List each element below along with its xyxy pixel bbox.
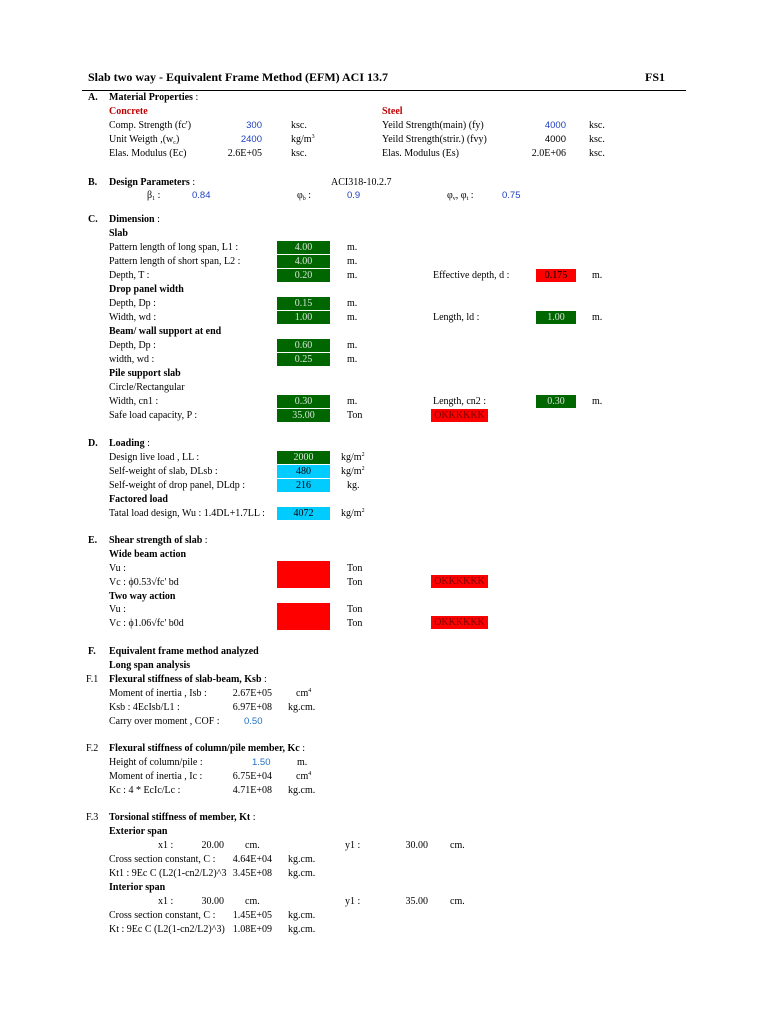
isb-label: Moment of inertia , Isb : [109, 688, 207, 699]
fy-unit: ksc. [589, 120, 605, 131]
int-x1-unit: cm. [245, 896, 260, 907]
ext-x1-unit: cm. [245, 840, 260, 851]
beam-wd-input[interactable]: 0.25 [277, 353, 330, 366]
vu1-unit: Ton [347, 563, 363, 574]
phi-vt-value: 0.75 [502, 190, 521, 201]
isb-unit: $cm^4$ [296, 688, 312, 699]
section-a-letter: A. [88, 92, 98, 103]
fvy-label: Yeild Strength(strir.) (fvy) [382, 134, 487, 145]
int-kt-label: Kt : 9Ec C (L2(1-cn2/L2)^3) [109, 924, 225, 935]
cof-value[interactable]: 0.50 [244, 716, 263, 727]
exterior-span-heading: Exterior span [109, 826, 168, 837]
wide-beam-heading: Wide beam action [109, 549, 187, 560]
vu1-label: Vu : [109, 563, 126, 574]
wc-unit: $kg/m^3$ [291, 134, 315, 145]
ksb-unit: kg.cm. [288, 702, 316, 713]
vu2-label: Vu : [109, 604, 126, 615]
int-y1-label: y1 : [345, 896, 361, 907]
int-x1-label: x1 : [158, 896, 174, 907]
fy-label: Yeild Strength(main) (fy) [382, 120, 484, 131]
ec-value: 2.6E+05 [227, 148, 262, 159]
wd-input[interactable]: 1.00 [277, 311, 330, 324]
int-c-label: Cross section constant, C : [109, 910, 216, 921]
wd-unit: m. [347, 312, 358, 323]
es-unit: ksc. [589, 148, 605, 159]
vc1-unit: Ton [347, 577, 363, 588]
cn2-input[interactable]: 0.30 [536, 395, 576, 408]
ld-unit: m. [592, 312, 603, 323]
l2-input[interactable]: 4.00 [277, 255, 330, 268]
section-b-letter: B. [88, 177, 98, 188]
ll-label: Design live load , LL : [109, 452, 200, 463]
drop-panel-heading: Drop panel width [109, 284, 184, 295]
cof-label: Carry over moment , COF : [109, 716, 220, 727]
dlsb-value: 480 [277, 465, 330, 478]
d-unit: m. [592, 270, 603, 281]
ext-kt-unit: kg.cm. [288, 868, 316, 879]
code-reference: ACI318-10.2.7 [331, 177, 392, 188]
beta-value: 0.84 [192, 190, 211, 201]
t-input[interactable]: 0.20 [277, 269, 330, 282]
ll-unit: $kg/m^2$ [341, 452, 365, 463]
section-c-title: Dimension : [109, 214, 160, 225]
int-kt-unit: kg.cm. [288, 924, 316, 935]
vc2-unit: Ton [347, 618, 363, 629]
cn2-label: Length, cn2 : [433, 396, 487, 407]
cn2-unit: m. [592, 396, 603, 407]
l2-unit: m. [347, 256, 358, 267]
section-f-letter: F. [88, 646, 96, 657]
phi-vt-label: $\varphi_v$, $\varphi_t$ : [447, 190, 474, 202]
pile-heading: Pile support slab [109, 368, 181, 379]
vc2-label: Vc : ϕ1.06√fc' b0d [109, 618, 184, 629]
fvy-value[interactable]: 4000 [544, 134, 566, 145]
section-f-title: Equivalent frame method analyzed [109, 646, 259, 657]
cn1-input[interactable]: 0.30 [277, 395, 330, 408]
beam-heading: Beam/ wall support at end [109, 326, 222, 337]
ksb-value: 6.97E+08 [232, 702, 272, 713]
sheet-code: FS1 [645, 70, 666, 84]
beam-wd-unit: m. [347, 354, 358, 365]
t-unit: m. [347, 270, 358, 281]
kc-label: Kc : 4 * EcIc/Lc : [109, 785, 181, 796]
ext-c-unit: kg.cm. [288, 854, 316, 865]
int-c-unit: kg.cm. [288, 910, 316, 921]
beta-label: $\beta_1$ : [147, 190, 161, 202]
height-value[interactable]: 1.50 [252, 757, 271, 768]
wu-label: Tatal load design, Wu : 1.4DL+1.7LL : [109, 508, 265, 519]
ld-input[interactable]: 1.00 [536, 311, 576, 324]
l1-input[interactable]: 4.00 [277, 241, 330, 254]
fc-unit: ksc. [291, 120, 307, 131]
long-span-heading: Long span analysis [109, 660, 191, 671]
f1-title: Flexural stiffness of slab-beam, Ksb : [109, 674, 267, 685]
ll-input[interactable]: 2000 [277, 451, 330, 464]
ext-y1-value: 30.00 [405, 840, 428, 851]
dp-label: Depth, Dp : [109, 298, 156, 309]
int-y1-value: 35.00 [405, 896, 428, 907]
height-unit: m. [297, 757, 308, 768]
dlsb-unit: $kg/m^2$ [341, 466, 365, 477]
interior-span-heading: Interior span [109, 882, 166, 893]
wc-label: Unit Weigth $,(w_c)$ [109, 134, 180, 146]
page-title: Slab two way - Equivalent Frame Method (EFM) ACI 13.7 [88, 70, 388, 84]
ec-unit: ksc. [291, 148, 307, 159]
factored-load-heading: Factored load [109, 494, 168, 505]
ec-label: Elas. Modulus (Ec) [109, 148, 187, 159]
section-d-letter: D. [88, 438, 98, 449]
ext-c-label: Cross section constant, C : [109, 854, 216, 865]
kc-value: 4.71E+08 [232, 785, 272, 796]
ksb-label: Ksb : 4EcIsb/L1 : [109, 702, 180, 713]
kc-unit: kg.cm. [288, 785, 316, 796]
ld-label: Length, ld : [433, 312, 480, 323]
ext-kt-label: Kt1 : 9Ec C (L2(1-cn2/L2)^3 [109, 868, 227, 879]
section-e-letter: E. [88, 535, 98, 546]
slab-heading: Slab [109, 228, 128, 239]
beam-dp-input[interactable]: 0.60 [277, 339, 330, 352]
d-label: Effective depth, d : [433, 270, 510, 281]
ext-c-value: 4.64E+04 [232, 854, 272, 865]
dp-unit: m. [347, 298, 358, 309]
ext-kt-value: 3.45E+08 [232, 868, 272, 879]
wd-label: Width, wd : [109, 312, 157, 323]
vu2-unit: Ton [347, 604, 363, 615]
ic-unit: $cm^4$ [296, 771, 312, 782]
wu-value: 4072 [277, 507, 330, 520]
ext-x1-label: x1 : [158, 840, 174, 851]
section-b-title: Design Parameters : [109, 177, 196, 188]
beam-dp-label: Depth, Dp : [109, 340, 156, 351]
phi-b-value: 0.9 [347, 190, 361, 201]
d-value: 0.175 [536, 269, 576, 282]
fc-value[interactable]: 300 [246, 120, 262, 131]
dldp-value: 216 [277, 479, 330, 492]
ext-y1-unit: cm. [450, 840, 465, 851]
es-label: Elas. Modulus (Es) [382, 148, 459, 159]
f2-number: F.2 [86, 743, 99, 754]
pile-shape: Circle/Rectangular [109, 382, 185, 393]
section-d-title: Loading : [109, 438, 150, 449]
isb-value: 2.67E+05 [232, 688, 272, 699]
p-input[interactable]: 35.00 [277, 409, 330, 422]
ext-x1-value: 20.00 [201, 840, 224, 851]
int-kt-value: 1.08E+09 [232, 924, 272, 935]
vc1-label: Vc : ϕ0.53√fc' bd [109, 577, 179, 588]
l1-unit: m. [347, 242, 358, 253]
dp-input[interactable]: 0.15 [277, 297, 330, 310]
height-label: Height of column/pile : [109, 757, 203, 768]
dlsb-label: Self-weight of slab, DLsb : [109, 466, 218, 477]
two-way-result-box [277, 603, 330, 630]
t-label: Depth, T : [109, 270, 150, 281]
p-unit: Ton [347, 410, 363, 421]
ext-y1-label: y1 : [345, 840, 361, 851]
int-y1-unit: cm. [450, 896, 465, 907]
section-e-title: Shear strength of slab : [109, 535, 208, 546]
two-way-heading: Two way action [109, 591, 176, 602]
wide-beam-result-box [277, 561, 330, 588]
dldp-label: Self-weight of drop panel, DLdp : [109, 480, 246, 491]
fc-label: Comp. Strength (fc') [109, 120, 192, 131]
beam-dp-unit: m. [347, 340, 358, 351]
ic-value: 6.75E+04 [232, 771, 272, 782]
int-x1-value: 30.00 [201, 896, 224, 907]
p-check-badge: OKKKKKK [431, 409, 488, 422]
es-value: 2.0E+06 [531, 148, 566, 159]
steel-heading: Steel [382, 106, 403, 117]
f3-title: Torsional stiffness of member, Kt : [109, 812, 256, 823]
section-c-letter: C. [88, 214, 98, 225]
fy-value[interactable]: 4000 [544, 120, 566, 131]
wu-unit: $kg/m^2$ [341, 508, 365, 519]
vc2-check-badge: OKKKKKK [431, 616, 488, 629]
fvy-unit: ksc. [589, 134, 605, 145]
vc1-check-badge: OKKKKKK [431, 575, 488, 588]
concrete-heading: Concrete [109, 106, 148, 117]
l2-label: Pattern length of short span, L2 : [109, 256, 241, 267]
f2-title: Flexural stiffness of column/pile member, Kc : [109, 743, 305, 754]
p-label: Safe load capacity, P : [109, 410, 198, 421]
phi-b-label: $\varphi_b$ : [297, 190, 312, 202]
beam-wd-label: width, wd : [109, 354, 155, 365]
dldp-unit: kg. [347, 480, 360, 491]
f1-number: F.1 [86, 674, 99, 685]
cn1-unit: m. [347, 396, 358, 407]
int-c-value: 1.45E+05 [232, 910, 272, 921]
section-a-title: Material Properties : [109, 92, 199, 103]
ic-label: Moment of inertia , Ic : [109, 771, 203, 782]
f3-number: F.3 [86, 812, 99, 823]
wc-value[interactable]: 2400 [240, 134, 262, 145]
l1-label: Pattern length of long span, L1 : [109, 242, 239, 253]
cn1-label: Width, cn1 : [109, 396, 159, 407]
